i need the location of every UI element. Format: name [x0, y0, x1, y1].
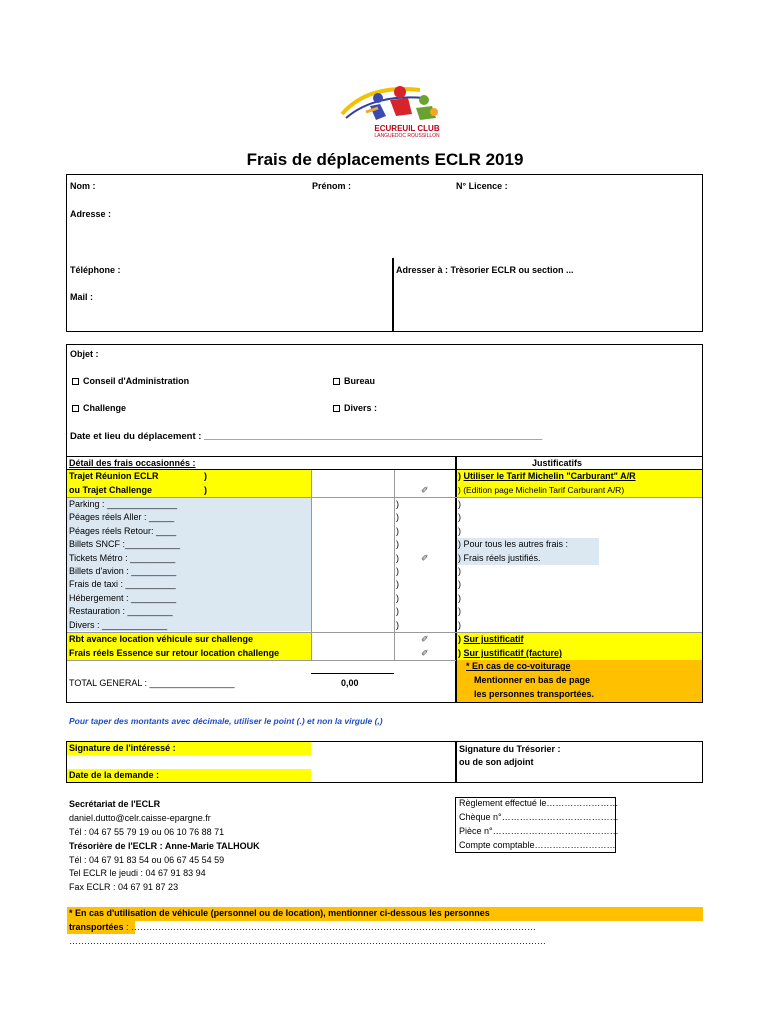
page-title: Frais de déplacements ECLR 2019 [246, 150, 524, 169]
trajet-label-2: ou Trajet Challenge [69, 485, 153, 495]
eclr-tel: Tel ECLR le jeudi : 04 67 91 83 94 [69, 868, 206, 878]
covoit-text: * En cas de co-voiturage [466, 661, 571, 671]
objet-label: Objet : [70, 349, 99, 359]
tresorier-label-1: Signature du Trésorier : [459, 744, 561, 754]
reglement-cheque[interactable]: Chèque n°………………………………… [459, 812, 619, 822]
detail-header: Détail des frais occasionnés : [69, 458, 196, 468]
sur-justif-facture-text: ) Sur justificatif (facture) [458, 648, 563, 658]
justif-item-paren: ) [458, 566, 461, 576]
conseil-label: Conseil d'Administration [83, 376, 190, 386]
reglement-date[interactable]: Règlement effectué le…………………… [459, 798, 619, 808]
paperclip-icon: ✐ [421, 485, 429, 495]
detail-item-paren: ) [396, 512, 399, 523]
checkbox-icon[interactable] [72, 405, 79, 412]
essence-label: Frais réels Essence sur retour location challenge [69, 648, 280, 658]
detail-item-row[interactable]: Divers : _____________ [69, 619, 168, 630]
detail-item-paren: ) [396, 619, 399, 630]
detail-item-row[interactable]: Péages réels Aller : _____ [69, 512, 175, 523]
nom-label: Nom : [70, 181, 96, 191]
trajet-paren-1: ) [204, 471, 207, 481]
detail-item-row[interactable]: Hébergement : _________ [69, 592, 177, 603]
detail-item-paren: ) [396, 606, 399, 617]
detail-item-paren: ) [396, 499, 399, 509]
trajet-label-1: Trajet Réunion ECLR [69, 471, 159, 481]
autres-text-1: ) Pour tous les autres frais : [458, 539, 569, 549]
checkbox-icon[interactable] [72, 378, 79, 385]
michelin-text-2: ) (Edition page Michelin Tarif Carburant A/R) [458, 485, 625, 495]
mention-text-2: les personnes transportées. [474, 689, 595, 699]
divers-label: Divers : [344, 403, 378, 413]
mail-label: Mail : [70, 292, 94, 302]
checkbox-icon[interactable] [333, 405, 340, 412]
michelin-text-1: ) Utiliser le Tarif Michelin "Carburant" A/R [458, 471, 636, 481]
detail-item-row[interactable]: Billets SNCF :___________ [69, 539, 181, 550]
eclr-fax: Fax ECLR : 04 67 91 87 23 [69, 882, 179, 892]
challenge-label: Challenge [83, 403, 127, 413]
challenge-option[interactable] [72, 403, 126, 413]
checkbox-icon[interactable] [333, 378, 340, 385]
justif-item-paren: ) [458, 512, 461, 523]
justificatifs-header: Justificatifs [532, 458, 583, 468]
address-box-divider [392, 258, 394, 332]
detail-item-row[interactable]: Frais de taxi : __________ [69, 579, 176, 590]
row-line [67, 660, 456, 661]
reglement-piece[interactable]: Pièce n°…………………………………… [459, 826, 619, 836]
detail-item-row[interactable]: Péages réels Retour: ____ [69, 525, 177, 536]
licence-label: N° Licence : [456, 181, 508, 191]
justif-item-paren: ) [458, 499, 461, 509]
total-label: TOTAL GENERAL : _________________ [69, 678, 235, 688]
justif-item-paren: ) [458, 619, 461, 630]
total-value: 0,00 [341, 678, 359, 688]
paperclip-icon: ✐ [421, 648, 429, 658]
autres-text-2: ) Frais réels justifiés. [458, 553, 541, 563]
detail-item-paren: ) [396, 592, 399, 603]
conseil-option[interactable] [72, 376, 189, 386]
detail-item-paren: ) [396, 579, 399, 590]
secretariat-email[interactable]: daniel.dutto@celr.caisse-epargne.fr [69, 813, 211, 823]
detail-item-row[interactable]: Parking : ______________ [69, 499, 178, 509]
secretariat-title: Secrétariat de l'ECLR [69, 799, 161, 809]
footer-line-1: * En cas d'utilisation de véhicule (personnel ou de location), mentionner ci-dessous les personnes [69, 908, 490, 918]
adresser-label: Adresser à : Trèsorier ECLR ou section ... [396, 265, 574, 275]
justif-item-paren: ) [458, 606, 461, 617]
telephone-label: Téléphone : [70, 265, 121, 275]
detail-item-paren: ) [396, 539, 399, 550]
signature-divider [455, 741, 457, 783]
rbt-label: Rbt avance location véhicule sur challenge [69, 634, 254, 644]
detail-item-row[interactable]: Tickets Métro : _________ [69, 552, 176, 563]
tresoriere-title: Trésorière de l'ECLR : Anne-Marie TALHOUK [69, 841, 260, 851]
justif-item-paren: ) [458, 579, 461, 590]
logo-title: ECUREUIL CLUB [374, 124, 440, 133]
decimal-note: Pour taper des montants avec décimale, utiliser le point (.) et non la virgule (,) [69, 716, 383, 726]
total-line [311, 673, 394, 674]
paperclip-icon: ✐ [421, 553, 429, 563]
adresse-label: Adresse : [70, 209, 112, 219]
detail-item-paren: ) [396, 552, 399, 563]
bureau-label: Bureau [344, 376, 376, 386]
trajet-paren-2: ) [204, 485, 207, 495]
tresoriere-tel: Tél : 04 67 91 83 54 ou 06 67 45 54 59 [69, 855, 225, 865]
detail-item-row[interactable]: Restauration : _________ [69, 606, 173, 617]
detail-item-paren: ) [396, 566, 399, 576]
reglement-compte[interactable]: Compte comptable……………………… [459, 840, 616, 850]
footer-line-2[interactable]: transportées : ……………………………………………………………………………………………………………………… [69, 922, 537, 932]
date-lieu-field[interactable]: Date et lieu du déplacement : ________________________________________________________________ [70, 431, 543, 442]
divers-option[interactable] [333, 403, 377, 413]
paperclip-icon: ✐ [421, 634, 429, 644]
interesse-label: Signature de l'intéressé : [69, 743, 176, 753]
col-line [455, 456, 457, 703]
secretariat-tel: Tél : 04 67 55 79 19 ou 06 10 76 88 71 [69, 827, 225, 837]
bureau-option[interactable] [333, 376, 375, 386]
prenom-label: Prénom : [312, 181, 352, 191]
detail-item-row[interactable]: Billets d'avion : _________ [69, 566, 177, 576]
justif-item-paren: ) [458, 525, 461, 536]
identity-box [66, 174, 703, 332]
justif-item-paren: ) [458, 592, 461, 603]
mention-text-1: Mentionner en bas de page [474, 675, 591, 685]
date-demande-label: Date de la demande : [69, 770, 160, 780]
detail-item-paren: ) [396, 525, 399, 536]
tresorier-label-2: ou de son adjoint [459, 757, 534, 767]
logo-subtitle: LANGUEDOC ROUSSILLON [374, 133, 440, 139]
sur-justif-text: ) Sur justificatif [458, 634, 524, 644]
footer-line-3[interactable]: …………………………………………………………………………………………………………………………………………… [69, 936, 546, 946]
